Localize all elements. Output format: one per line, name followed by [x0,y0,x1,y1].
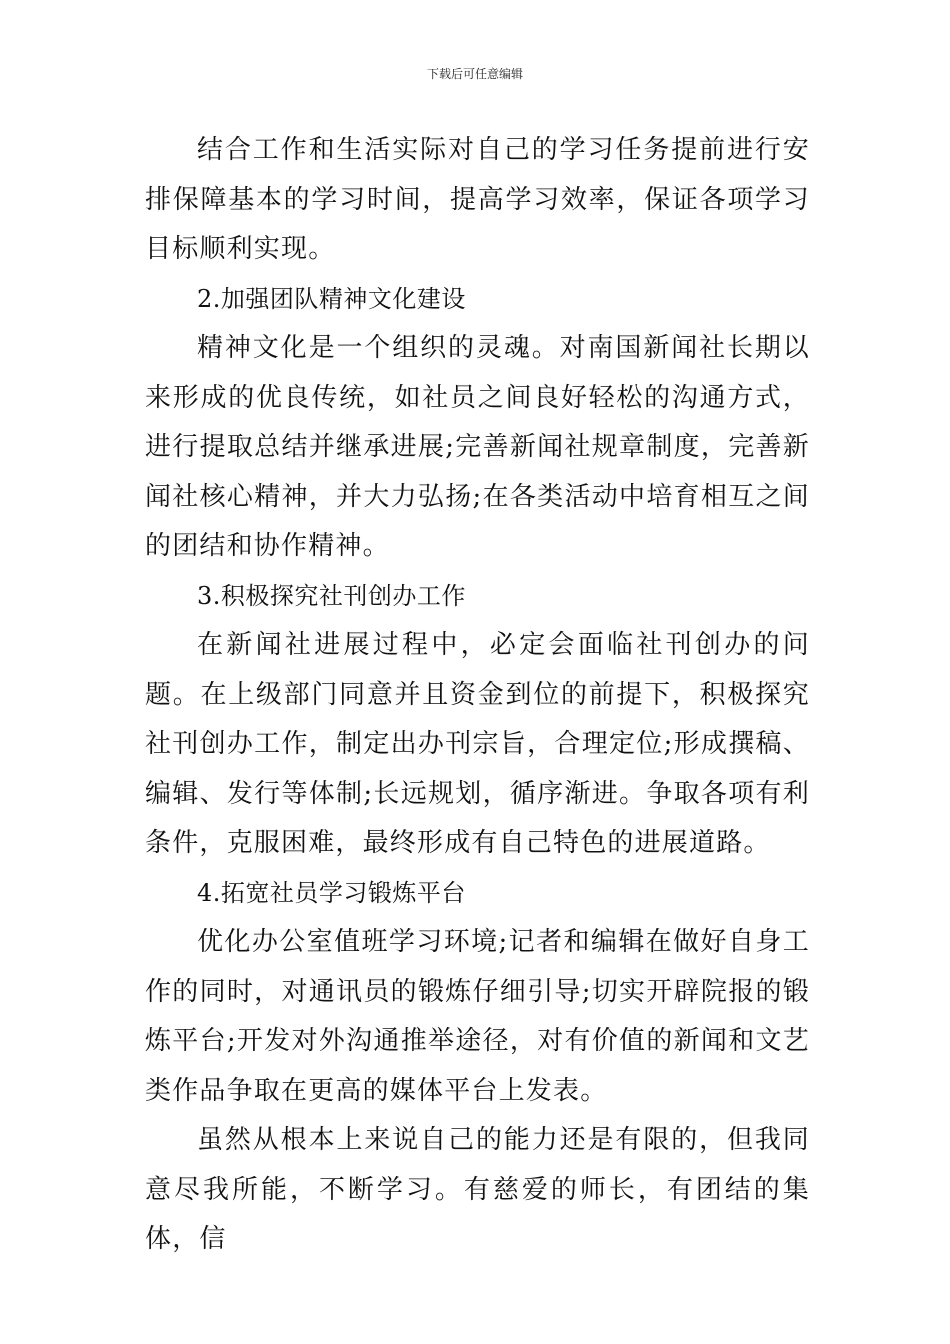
document-body [145,126,810,1265]
paragraph-team-culture: 精神文化是一个组织的灵魂。对南国新闻社长期以来形成的优良传统，如社员之间良好轻松的沟通方式，进行提取总结并继承进展;完善新闻社规章制度，完善新闻社核心精神，并大力弘扬;在各类活动中培育相互之间的团结和协作精神。 [145,333,810,561]
page-header: 下载后可任意编辑 [426,67,523,81]
paragraph-training-platform: 优化办公室值班学习环境;记者和编辑在做好自身工作的同时，对通讯员的锻炼仔细引导;切实开辟院报的锻炼平台;开发对外沟通推举途径，对有价值的新闻和文艺类作品争取在更高的媒体平台上发表。 [145,927,810,1106]
section-heading-team-culture: 2.加强团队精神文化建设 [197,284,466,313]
section-heading-journal: 3.积极探究社刊创办工作 [197,581,466,610]
section-heading-training-platform: 4.拓宽社员学习锻炼平台 [197,878,466,907]
paragraph-journal: 在新闻社进展过程中，必定会面临社刊创办的问题。在上级部门同意并且资金到位的前提下，积极探究社刊创办工作，制定出办刊宗旨，合理定位;形成撰稿、编辑、发行等体制;长远规划，循序渐进。争取各项有利条件，克服困难，最终形成有自己特色的进展道路。 [145,630,810,858]
paragraph-study-plan: 结合工作和生活实际对自己的学习任务提前进行安排保障基本的学习时间，提高学习效率，保证各项学习目标顺利实现。 [145,135,810,264]
paragraph-conclusion: 虽然从根本上来说自己的能力还是有限的，但我同意尽我所能，不断学习。有慈爱的师长，有团结的集体，信 [145,1125,810,1254]
